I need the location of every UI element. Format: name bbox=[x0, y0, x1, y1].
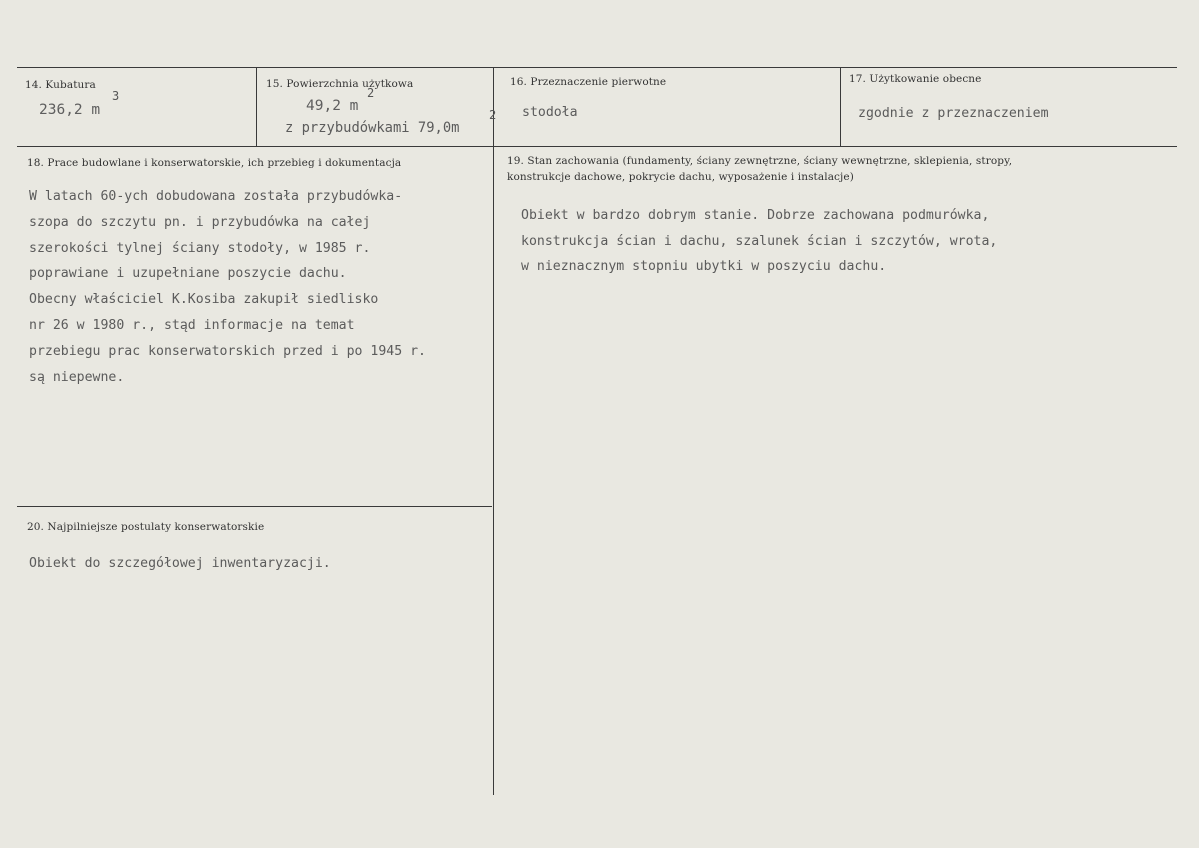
field-18-label: 18. Prace budowlane i konserwatorskie, ich przebieg i dokumentacja bbox=[27, 157, 402, 169]
field-14-superscript: 3 bbox=[112, 89, 120, 103]
row-rule-1 bbox=[17, 146, 1177, 147]
field-14-value: 236,2 m bbox=[39, 102, 101, 118]
field-18-line: nr 26 w 1980 r., stąd informacje na temat bbox=[29, 317, 355, 333]
field-19-text bbox=[521, 203, 997, 280]
field-15-superscript-1: 2 bbox=[367, 86, 375, 100]
field-18-line: poprawiane i uzupełniane poszycie dachu. bbox=[29, 266, 347, 282]
field-15-value: 49,2 m bbox=[306, 98, 359, 114]
row-rule-20 bbox=[17, 506, 492, 507]
field-19-line: konstrukcja ścian i dachu, szalunek ścian i szczytów, wrota, bbox=[521, 233, 998, 249]
field-20-value: Obiekt do szczegółowej inwentaryzacji. bbox=[29, 556, 331, 571]
field-18-line: są niepewne. bbox=[29, 369, 125, 385]
field-19-line: w nieznacznym stopniu ubytki w poszyciu dachu. bbox=[521, 259, 887, 274]
field-15-value-2: z przybudówkami 79,0m bbox=[285, 120, 460, 136]
field-18-line: szopa do szczytu pn. i przybudówka na całej bbox=[29, 214, 371, 230]
field-18-text bbox=[29, 184, 426, 390]
col-rule-3 bbox=[840, 67, 841, 146]
field-16-value: stodoła bbox=[522, 105, 578, 120]
field-19-label-cont: konstrukcje dachowe, pokrycie dachu, wyposażenie i instalacje) bbox=[507, 171, 854, 183]
field-18-line: Obecny właściciel K.Kosiba zakupił siedlisko bbox=[29, 292, 379, 308]
top-rule bbox=[17, 67, 1177, 68]
field-18-line: szerokości tylnej ściany stodoły, w 1985 r. bbox=[29, 240, 371, 256]
field-17-label: 17. Użytkowanie obecne bbox=[849, 73, 982, 85]
col-rule-2 bbox=[493, 67, 494, 795]
field-17-value: zgodnie z przeznaczeniem bbox=[858, 106, 1049, 121]
field-15-label: 15. Powierzchnia użytkowa bbox=[266, 78, 414, 90]
field-20-label: 20. Najpilniejsze postulaty konserwatorskie bbox=[27, 521, 265, 533]
field-18-line: W latach 60-ych dobudowana została przybudówka- bbox=[29, 189, 403, 204]
field-16-label: 16. Przeznaczenie pierwotne bbox=[510, 76, 667, 88]
col-rule-1 bbox=[256, 67, 257, 146]
field-19-label: 19. Stan zachowania (fundamenty, ściany zewnętrzne, ściany wewnętrzne, sklepienia, stropy, bbox=[507, 155, 1013, 167]
field-18-line: przebiegu prac konserwatorskich przed i po 1945 r. bbox=[29, 343, 426, 359]
field-19-line: Obiekt w bardzo dobrym stanie. Dobrze zachowana podmurówka, bbox=[521, 208, 990, 223]
field-14-label: 14. Kubatura bbox=[25, 79, 96, 91]
field-15-superscript-2: 2 bbox=[489, 108, 497, 122]
